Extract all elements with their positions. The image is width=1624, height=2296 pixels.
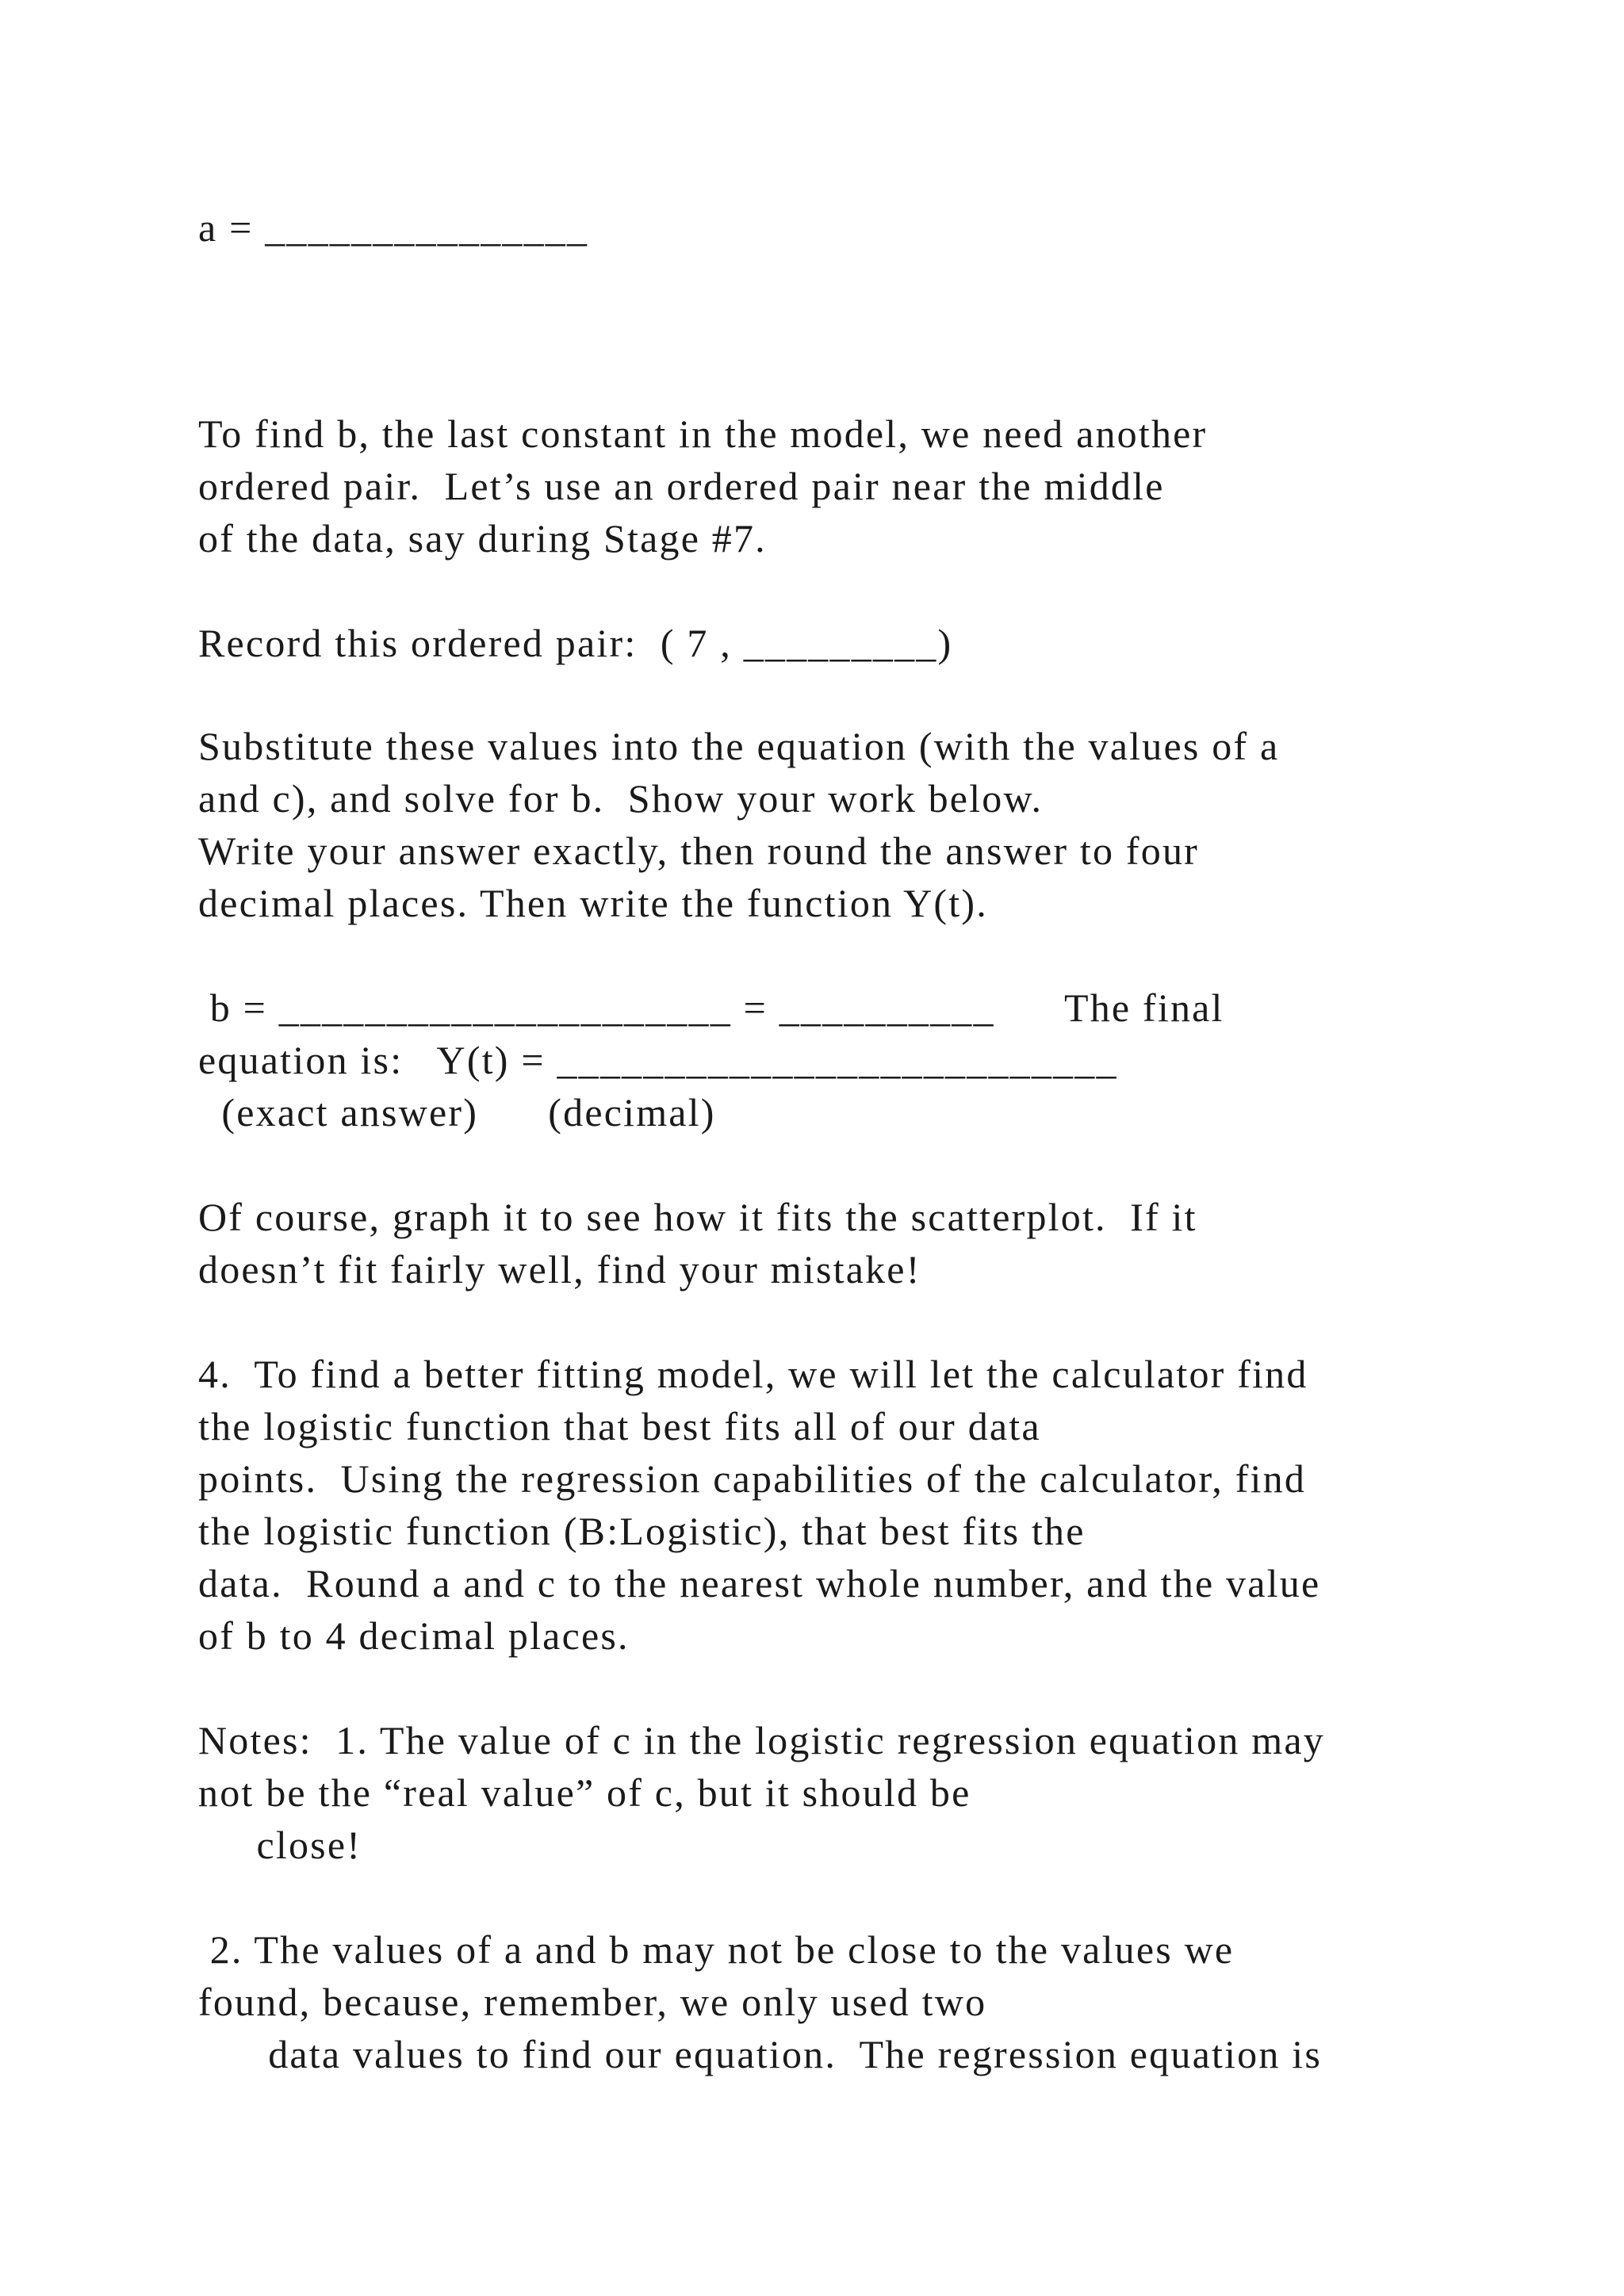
text-line: ordered pair. Let’s use an ordered pair near the middle (198, 464, 1165, 508)
text-line: and c), and solve for b. Show your work below. (198, 776, 1044, 821)
text-line: points. Using the regression capabilities of the calculator, find (198, 1456, 1307, 1501)
text-line: data values to find our equation. The regression equation is (198, 2032, 1323, 2076)
text-line: of the data, say during Stage #7. (198, 516, 767, 561)
text-line: 4. To find a better fitting model, we will let the calculator find (198, 1352, 1308, 1396)
text-line: equation is: Y(t) = __________________________ (198, 1038, 1118, 1082)
text-line: a = _______________ (198, 205, 589, 250)
text-line: data. Round a and c to the nearest whole number, and the value (198, 1561, 1321, 1605)
text-line: doesn’t fit fairly well, find your mistake! (198, 1247, 921, 1292)
text-line: decimal places. Then write the function Y(t). (198, 881, 988, 925)
text-line: b = _____________________ = __________ The final (198, 985, 1224, 1030)
text-line: (exact answer) (decimal) (198, 1090, 716, 1135)
text-line: Of course, graph it to see how it fits the scatterplot. If it (198, 1195, 1197, 1239)
text-line: the logistic function that best fits all of our data (198, 1404, 1041, 1448)
text-line: Write your answer exactly, then round the answer to four (198, 828, 1199, 873)
text-line: the logistic function (B:Logistic), that best fits the (198, 1509, 1086, 1553)
text-line: found, because, remember, we only used two (198, 1980, 987, 2024)
text-line: not be the “real value” of c, but it should be (198, 1770, 971, 1815)
text-line: close! (198, 1823, 362, 1867)
text-line: of b to 4 decimal places. (198, 1613, 630, 1658)
text-line: 2. The values of a and b may not be close to the values we (198, 1927, 1235, 1972)
text-line: Notes: 1. The value of c in the logistic regression equation may (198, 1718, 1325, 1762)
text-line: Record this ordered pair: ( 7 , _________) (198, 621, 953, 665)
text-line: To find b, the last constant in the model, we need another (198, 411, 1208, 456)
text-line: Substitute these values into the equation (with the values of a (198, 724, 1280, 768)
